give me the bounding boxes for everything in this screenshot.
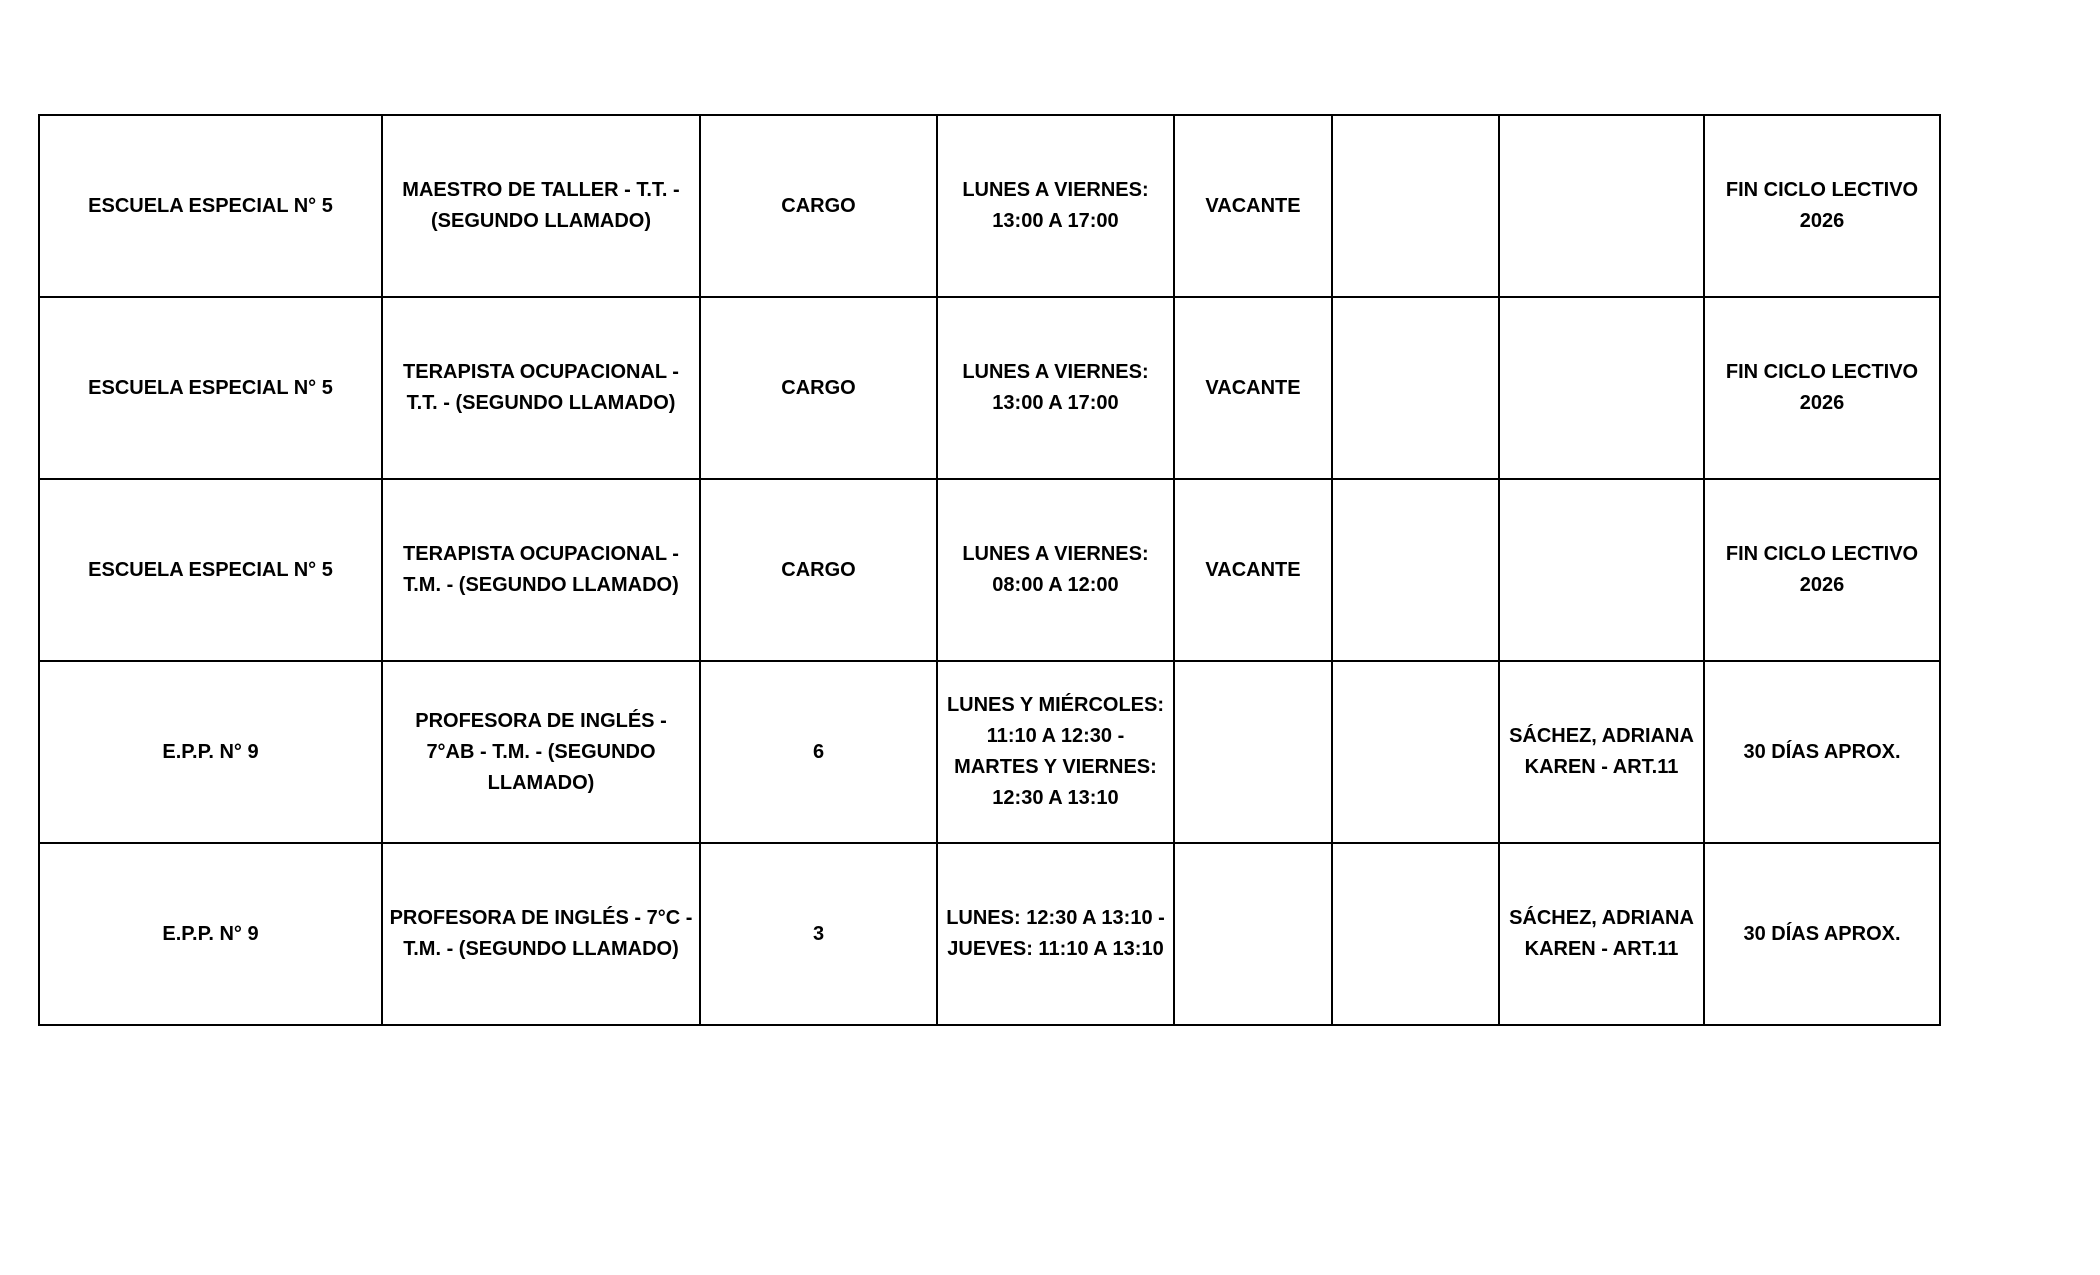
table-row (39, 479, 1940, 661)
hours-cell: 3 (700, 843, 937, 1025)
position-cell: PROFESORA DE INGLÉS - 7°C - T.M. - (SEGUNDO LLAMADO) (382, 843, 700, 1025)
vacancies-table (38, 114, 1941, 1026)
table-row (39, 115, 1940, 297)
hours-cell: CARGO (700, 297, 937, 479)
holder-cell (1499, 479, 1704, 661)
extra-cell (1332, 479, 1499, 661)
duration-cell: 30 DÍAS APROX. (1704, 661, 1940, 843)
status-cell: VACANTE (1174, 115, 1332, 297)
duration-cell: FIN CICLO LECTIVO 2026 (1704, 479, 1940, 661)
status-cell (1174, 661, 1332, 843)
table-row (39, 297, 1940, 479)
holder-cell (1499, 297, 1704, 479)
school-cell: ESCUELA ESPECIAL N° 5 (39, 115, 382, 297)
position-cell: PROFESORA DE INGLÉS - 7°AB - T.M. - (SEGUNDO LLAMADO) (382, 661, 700, 843)
hours-cell: 6 (700, 661, 937, 843)
status-cell: VACANTE (1174, 297, 1332, 479)
table-row (39, 661, 1940, 843)
schedule-cell: LUNES: 12:30 A 13:10 - JUEVES: 11:10 A 13:10 (937, 843, 1174, 1025)
extra-cell (1332, 843, 1499, 1025)
school-cell: ESCUELA ESPECIAL N° 5 (39, 297, 382, 479)
table-row (39, 843, 1940, 1025)
schedule-cell: LUNES A VIERNES: 13:00 A 17:00 (937, 297, 1174, 479)
school-cell: E.P.P. N° 9 (39, 843, 382, 1025)
position-cell: TERAPISTA OCUPACIONAL - T.M. - (SEGUNDO LLAMADO) (382, 479, 700, 661)
extra-cell (1332, 115, 1499, 297)
schedule-cell: LUNES Y MIÉRCOLES: 11:10 A 12:30 - MARTES Y VIERNES: 12:30 A 13:10 (937, 661, 1174, 843)
schedule-cell: LUNES A VIERNES: 08:00 A 12:00 (937, 479, 1174, 661)
schedule-cell: LUNES A VIERNES: 13:00 A 17:00 (937, 115, 1174, 297)
extra-cell (1332, 661, 1499, 843)
holder-cell (1499, 115, 1704, 297)
position-cell: MAESTRO DE TALLER - T.T. - (SEGUNDO LLAMADO) (382, 115, 700, 297)
hours-cell: CARGO (700, 479, 937, 661)
hours-cell: CARGO (700, 115, 937, 297)
duration-cell: FIN CICLO LECTIVO 2026 (1704, 297, 1940, 479)
status-cell: VACANTE (1174, 479, 1332, 661)
status-cell (1174, 843, 1332, 1025)
duration-cell: 30 DÍAS APROX. (1704, 843, 1940, 1025)
holder-cell: SÁCHEZ, ADRIANA KAREN - ART.11 (1499, 661, 1704, 843)
position-cell: TERAPISTA OCUPACIONAL - T.T. - (SEGUNDO LLAMADO) (382, 297, 700, 479)
school-cell: E.P.P. N° 9 (39, 661, 382, 843)
duration-cell: FIN CICLO LECTIVO 2026 (1704, 115, 1940, 297)
extra-cell (1332, 297, 1499, 479)
holder-cell: SÁCHEZ, ADRIANA KAREN - ART.11 (1499, 843, 1704, 1025)
school-cell: ESCUELA ESPECIAL N° 5 (39, 479, 382, 661)
